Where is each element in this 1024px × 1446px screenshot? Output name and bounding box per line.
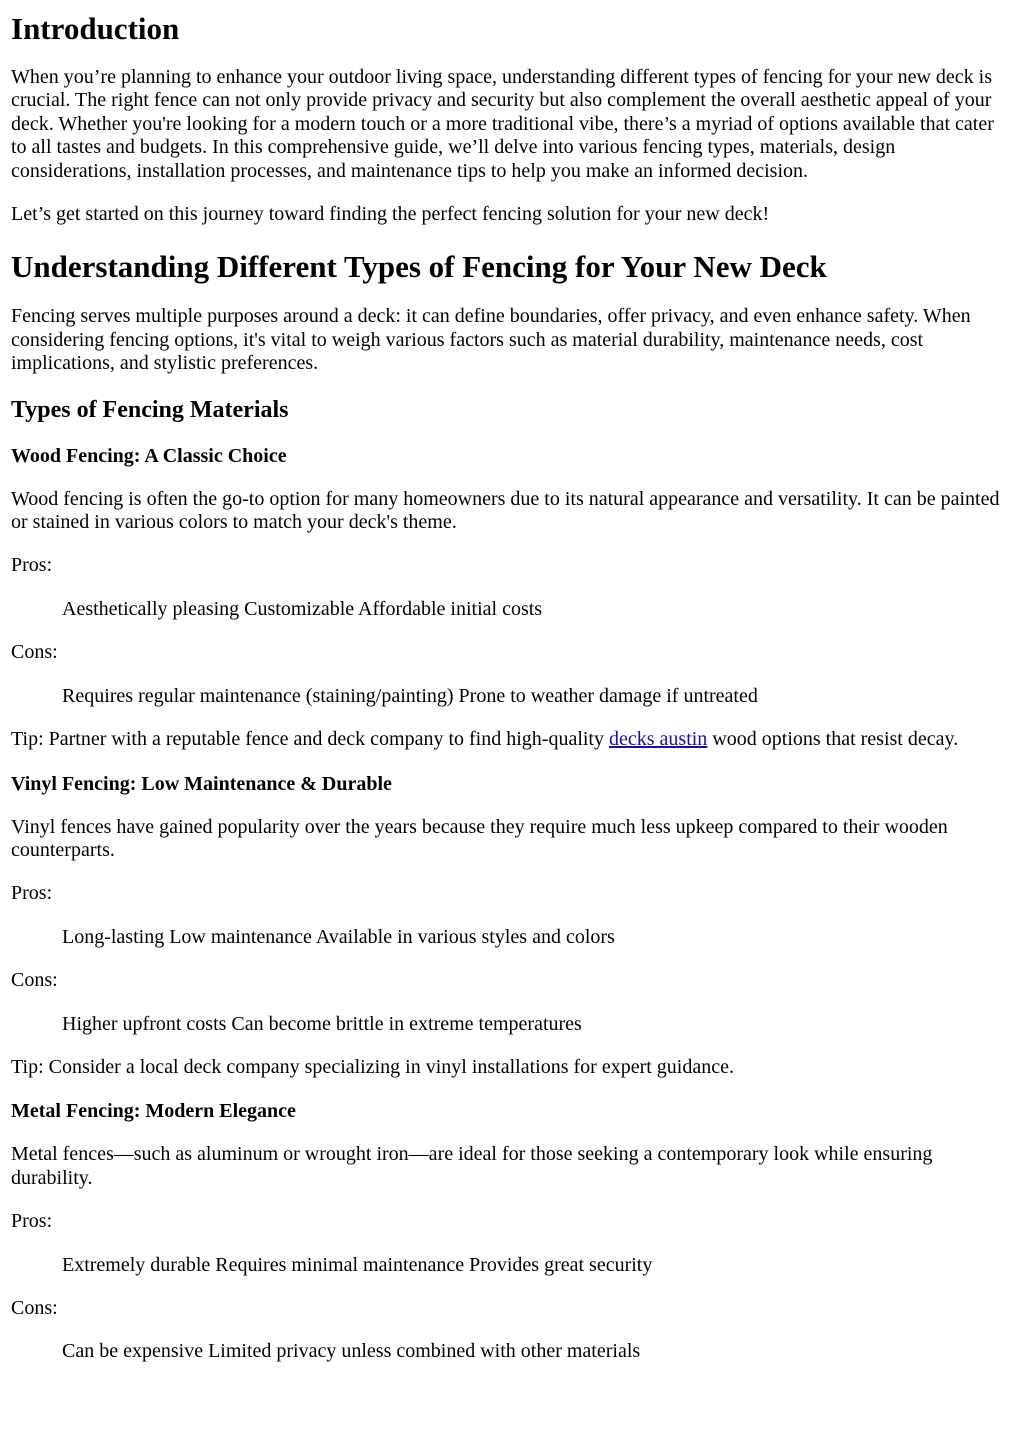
materials-heading: Types of Fencing Materials: [11, 396, 289, 423]
wood-tip-text-end: wood options that resist decay.: [707, 728, 959, 751]
vinyl-pros-list: Long-lasting Low maintenance Available in various styles and colors: [62, 925, 615, 948]
wood-pros-label: Pros:: [11, 554, 53, 577]
wood-pros-list: Aesthetically pleasing Customizable Affordable initial costs: [62, 597, 543, 620]
metal-pros-label: Pros:: [11, 1210, 53, 1233]
wood-heading: Wood Fencing: A Classic Choice: [11, 444, 287, 467]
intro-closing-paragraph: Let’s get started on this journey toward finding the perfect fencing solution for your new deck!: [11, 203, 770, 226]
wood-tip: [11, 728, 1013, 751]
metal-cons-label: Cons:: [11, 1296, 58, 1319]
wood-description: Wood fencing is often the go-to option for many homeowners due to its natural appearance and versatility. It can be painted or stained in various colors to match your deck's theme.: [11, 487, 1000, 534]
vinyl-heading: Vinyl Fencing: Low Maintenance & Durable: [11, 772, 392, 795]
wood-cons-label: Cons:: [11, 641, 58, 664]
understanding-paragraph: Fencing serves multiple purposes around a deck: it can define boundaries, offer privacy, and even enhance safety. When considering fencing options, it's vital to weigh various factors such as material durability, maintenance needs, cost implications, and stylistic preferences.: [11, 305, 971, 375]
understanding-heading: Understanding Different Types of Fencing for Your New Deck: [11, 249, 827, 285]
metal-description: Metal fences—such as aluminum or wrought iron—are ideal for those seeking a contemporary look while ensuring durability.: [11, 1143, 933, 1189]
wood-cons-list: Requires regular maintenance (staining/painting) Prone to weather damage if untreated: [62, 684, 758, 707]
metal-heading: Metal Fencing: Modern Elegance: [11, 1100, 296, 1123]
intro-paragraph: When you’re planning to enhance your outdoor living space, understanding different types of fencing for your new deck is crucial. The right fence can not only provide privacy and security but also complement the overall aesthetic appeal of your deck. Whether you're looking for a modern touch or a more traditional vibe, there’s a myriad of options available that cater to all tastes and budgets. In this comprehensive guide, we’ll delve into various fencing types, materials, design considerations, installation processes, and maintenance tips to help you make an informed decision.: [11, 66, 994, 182]
vinyl-cons-label: Cons:: [11, 969, 58, 992]
vinyl-tip: Tip: Consider a local deck company specializing in vinyl installations for expert guidance.: [11, 1055, 734, 1078]
vinyl-description: Vinyl fences have gained popularity over the years because they require much less upkeep compared to their wooden counterparts.: [11, 815, 948, 861]
vinyl-cons-list: Higher upfront costs Can become brittle in extreme temperatures: [62, 1012, 582, 1035]
metal-pros-list: Extremely durable Requires minimal maintenance Provides great security: [62, 1253, 653, 1276]
metal-cons-list: Can be expensive Limited privacy unless combined with other materials: [62, 1340, 641, 1363]
intro-heading: Introduction: [11, 11, 180, 46]
wood-tip-text: Tip: Partner with a reputable fence and deck company to find high-quality: [11, 728, 609, 751]
vinyl-pros-label: Pros:: [11, 882, 53, 905]
decks-austin-link[interactable]: decks austin: [609, 728, 708, 751]
